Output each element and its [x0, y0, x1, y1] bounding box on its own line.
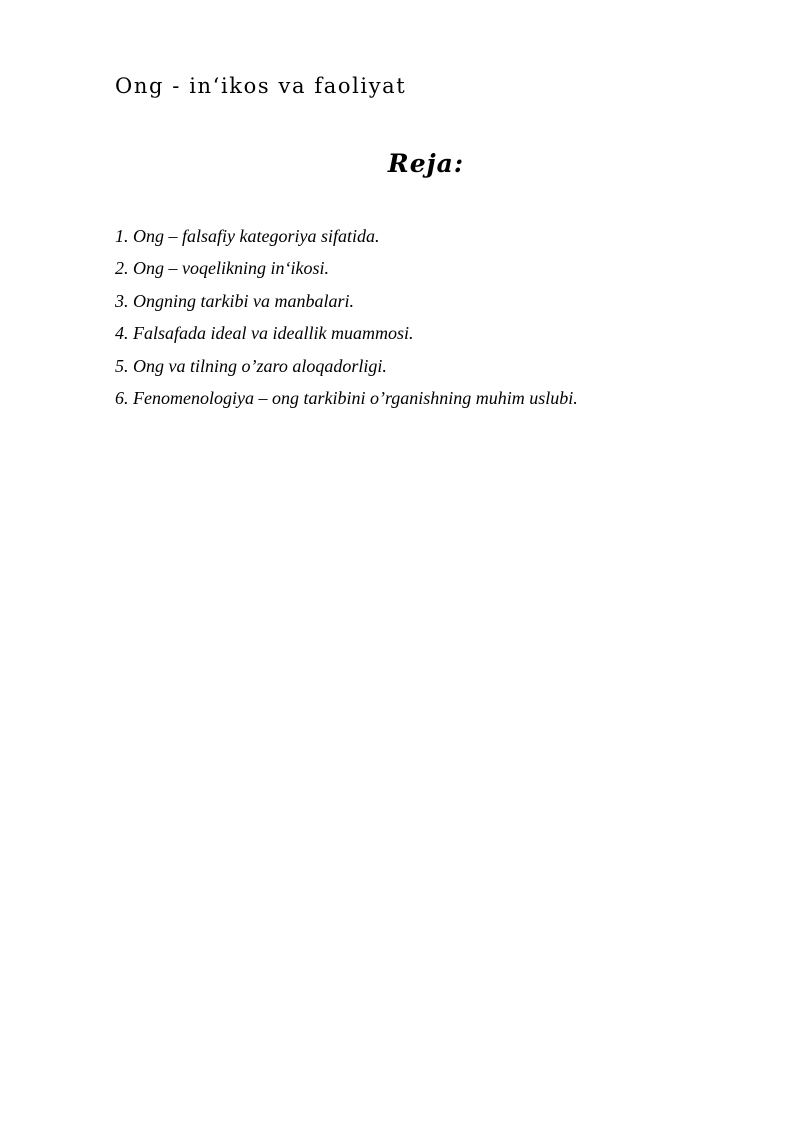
document-title: Ong - in‘ikos va faoliyat: [115, 74, 407, 98]
plan-list: [115, 226, 578, 420]
plan-item-4: 4. Falsafada ideal va ideallik muammosi.: [115, 323, 414, 344]
plan-item-5: 5. Ong va tilning o’zaro aloqadorligi.: [115, 355, 387, 376]
plan-item-3: 3. Ongning tarkibi va manbalari.: [115, 290, 354, 311]
plan-item-1: 1. Ong – falsafiy kategoriya sifatida.: [115, 226, 380, 246]
plan-heading: Reja:: [387, 149, 465, 178]
plan-item-2: 2. Ong – voqelikning in‘ikosi.: [115, 258, 329, 279]
plan-item-6: 6. Fenomenologiya – ong tarkibini o’rganishning muhim uslubi.: [115, 387, 578, 408]
